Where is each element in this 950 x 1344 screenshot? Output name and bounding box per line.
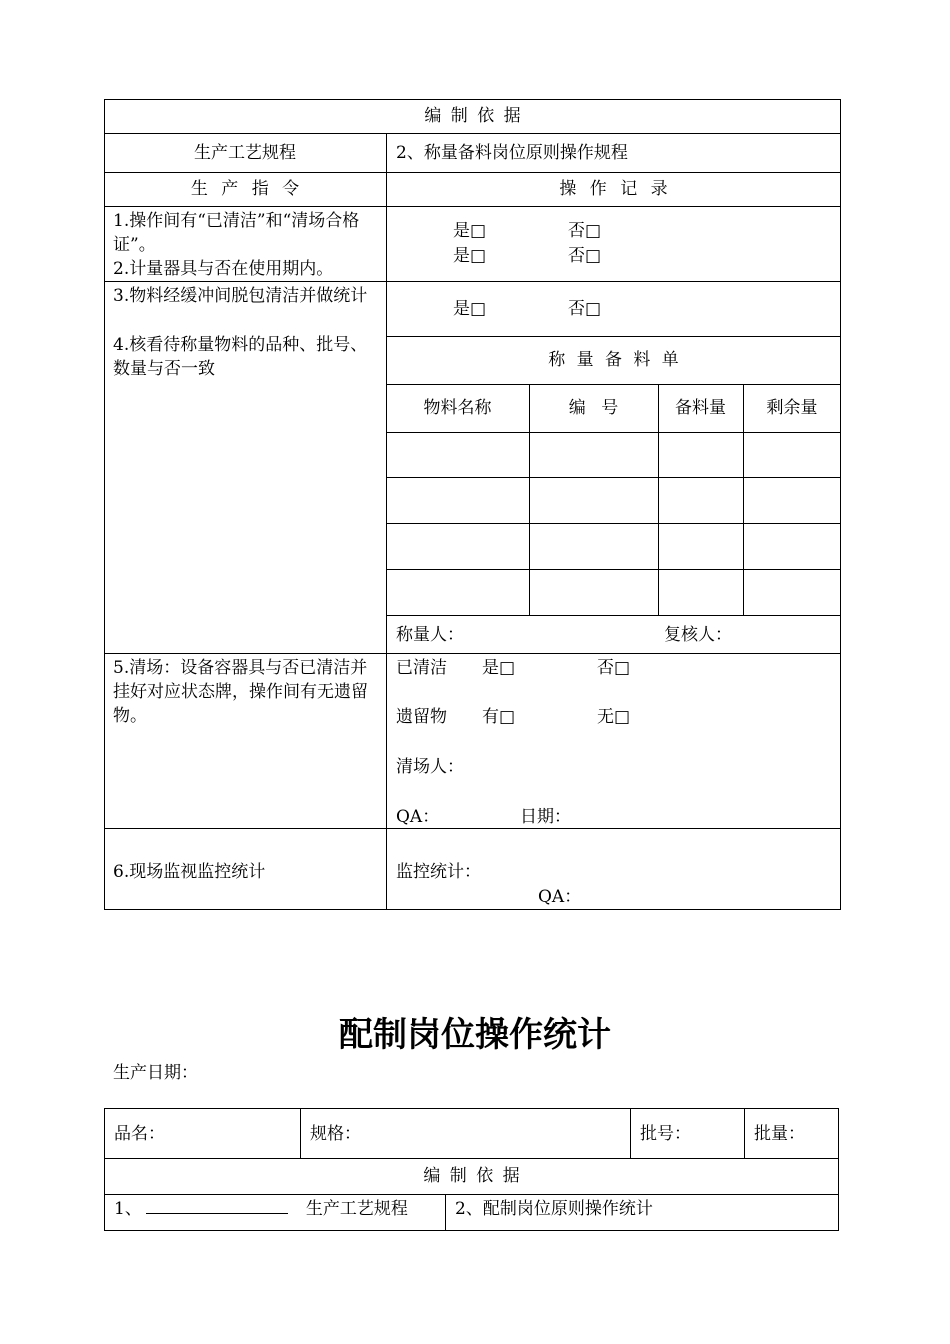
row-line — [386, 477, 841, 478]
row-line — [386, 569, 841, 570]
checker-label: 复核人： — [664, 625, 732, 645]
leftover-label: 遗留物 — [396, 707, 447, 727]
row-line — [386, 384, 841, 385]
row-line — [104, 172, 841, 173]
row-line — [104, 653, 841, 654]
row-line — [104, 133, 841, 134]
row-line — [104, 281, 841, 282]
row-line — [386, 523, 841, 524]
date-label: 日期： — [520, 807, 571, 827]
basis-left-2 — [114, 1197, 408, 1221]
production-date-label: 生产日期： — [113, 1063, 198, 1083]
batch-qty-label: 批量： — [754, 1124, 805, 1144]
product-name-label: 品名： — [114, 1124, 165, 1144]
row-line — [386, 432, 841, 433]
have-checkbox[interactable]: 有□ — [482, 707, 516, 727]
instruction-5: 5.清场：设备容器具与否已清洁并挂好对应状态牌，操作间有无遗留物。 — [113, 658, 368, 726]
col-line — [630, 1108, 631, 1158]
page-title: 配制岗位操作统计 — [339, 1015, 611, 1055]
instruction-3: 3.物料经缓冲间脱包清洁并做统计 — [113, 286, 368, 306]
sheet-col-prepared: 备料量 — [675, 398, 726, 418]
sheet-col-code: 编 号 — [568, 398, 619, 418]
col-record-header: 操 作 记 录 — [559, 179, 668, 199]
no-checkbox[interactable]: 否□ — [568, 246, 602, 266]
row-line — [104, 206, 841, 207]
yes-checkbox[interactable]: 是□ — [453, 299, 487, 319]
row-line — [386, 336, 841, 337]
instruction-1: 1.操作间有“已清洁”和“清场合格证”。 — [113, 211, 360, 255]
row-line — [104, 1194, 839, 1195]
yes-checkbox[interactable]: 是□ — [453, 221, 487, 241]
instruction-6: 6.现场监视监控统计 — [113, 862, 266, 882]
cleaned-label: 已清洁 — [396, 658, 447, 678]
sheet-col-remaining: 剩余量 — [766, 398, 818, 418]
instruction-4: 4.核看待称量物料的品种、批号、数量与否一致 — [113, 335, 368, 379]
clearer-label: 清场人： — [396, 757, 464, 777]
col-line — [445, 1194, 446, 1231]
no-checkbox[interactable]: 否□ — [568, 221, 602, 241]
spec-label: 规格： — [310, 1124, 361, 1144]
none-checkbox[interactable]: 无□ — [597, 707, 631, 727]
col-instruction-header: 生 产 指 令 — [190, 179, 300, 199]
basis-right-2: 2、配制岗位原则操作统计 — [455, 1199, 653, 1219]
row-line — [104, 828, 841, 829]
weighing-sheet-title: 称 量 备 料 单 — [548, 350, 679, 370]
no-checkbox[interactable]: 否□ — [597, 658, 631, 678]
monitor-label: 监控统计： — [396, 862, 481, 882]
blank-underline[interactable] — [146, 1197, 288, 1214]
instruction-2: 2.计量器具与否在使用期内。 — [113, 259, 334, 279]
weigher-label: 称量人： — [396, 625, 464, 645]
col-line — [386, 133, 387, 910]
yes-checkbox[interactable]: 是□ — [453, 246, 487, 266]
basis-left-text: 生产工艺规程 — [305, 1199, 408, 1219]
batch-no-label: 批号： — [640, 1124, 691, 1144]
basis-left-prefix: 1、 — [114, 1199, 142, 1219]
col-line — [744, 1108, 745, 1158]
basis-header: 编 制 依 据 — [424, 106, 521, 126]
no-checkbox[interactable]: 否□ — [568, 299, 602, 319]
qa-label: QA： — [396, 807, 440, 827]
sheet-col-material: 物料名称 — [423, 398, 492, 418]
col-line — [300, 1108, 301, 1158]
yes-checkbox[interactable]: 是□ — [482, 658, 516, 678]
basis-left: 生产工艺规程 — [194, 143, 296, 163]
qa-label-2: QA： — [538, 887, 582, 907]
basis-right: 2、称量备料岗位原则操作规程 — [396, 143, 628, 163]
row-line — [386, 615, 841, 616]
basis-header-2: 编 制 依 据 — [423, 1166, 520, 1186]
row-line — [104, 1158, 839, 1159]
